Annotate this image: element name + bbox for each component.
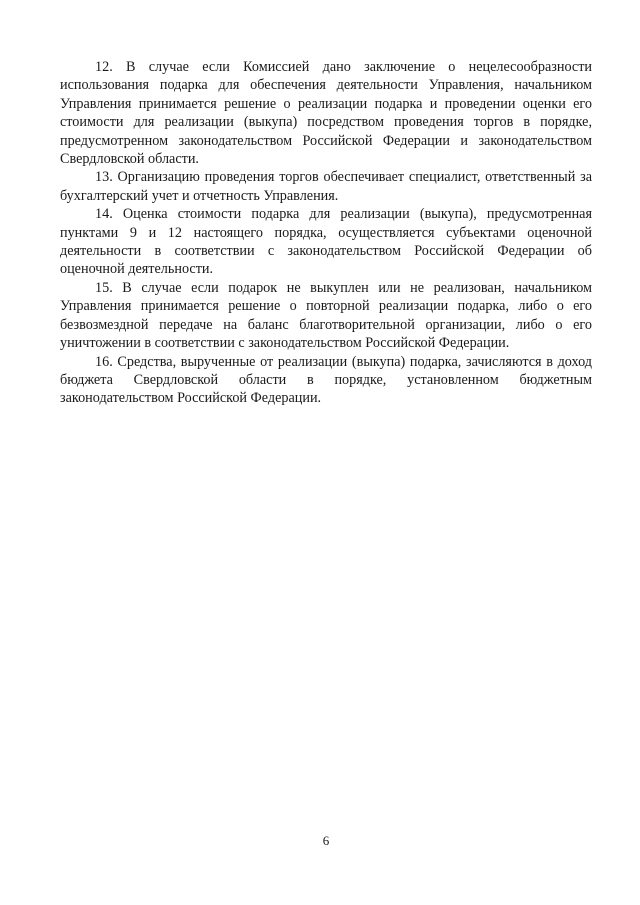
paragraph-14: 14. Оценка стоимости подарка для реализации (выкупа), предусмотренная пунктами 9 и 12 настоящего порядка, осуществляется субъектами оценочной деятельности в соответствии с законодательством Российской Федерации об оценочной деятельности. — [60, 206, 592, 278]
paragraph-15: 15. В случае если подарок не выкуплен или не реализован, начальником Управления принимается решение о повторной реализации подарка, либо о его безвозмездной передаче на баланс благотворительной организации, либо о его уничтожении в соответствии с законодательством Российской Федерации. — [60, 279, 592, 352]
page-number: 6 — [322, 833, 330, 848]
document-body — [60, 58, 592, 408]
paragraph-13: 13. Организацию проведения торгов обеспечивает специалист, ответственный за бухгалтерский учет и отчетность Управления. — [60, 169, 592, 204]
paragraph-12: 12. В случае если Комиссией дано заключение о нецелесообразности использования подарка для обеспечения деятельности Управления, начальником Управления принимается решение о реализации подарка и проведении оценки его стоимости для реализации (выкупа) посредством проведения торгов в порядке, предусмотренном законодательством Российской Федерации и законодательством Свердловской области. — [60, 59, 592, 168]
paragraph-16: 16. Средства, вырученные от реализации (выкупа) подарка, зачисляются в доход бюджета Свердловской области в порядке, установленном бюджетным законодательством Российской Федерации. — [60, 353, 592, 407]
